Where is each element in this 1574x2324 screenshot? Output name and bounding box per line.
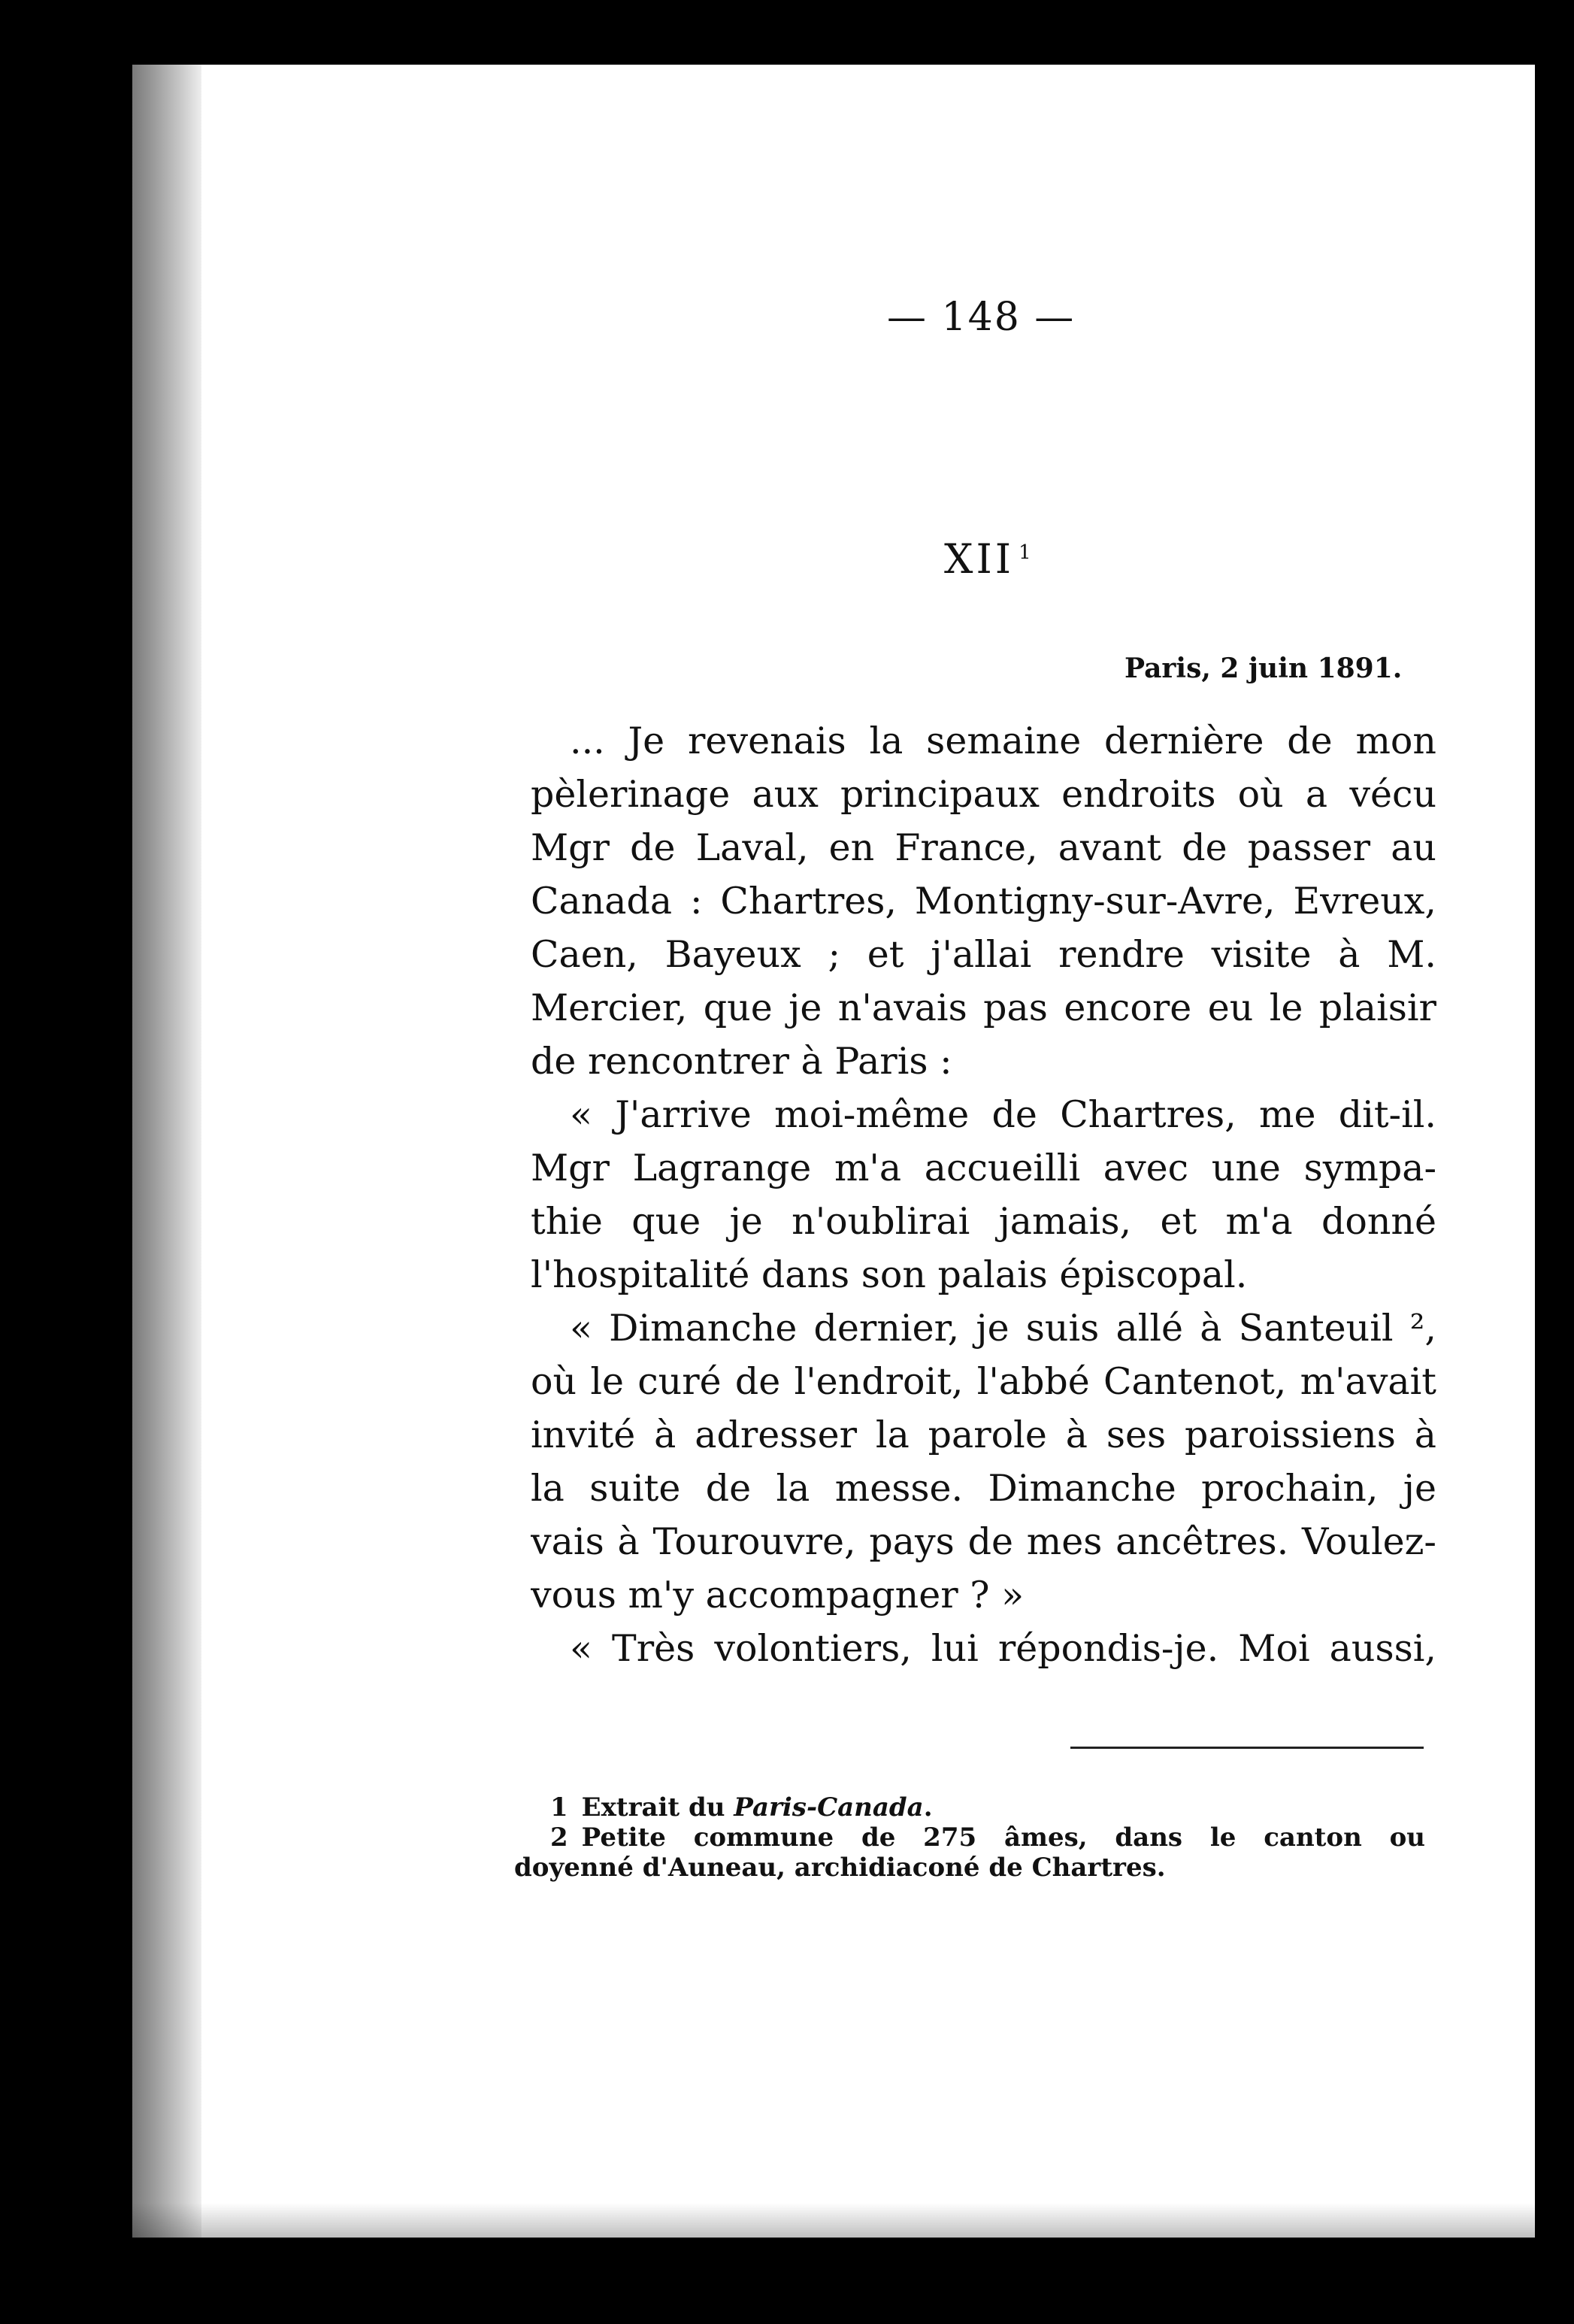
body-line: « Très volontiers, lui répondis-je. Moi aussi,	[570, 1627, 1436, 1670]
footnote-2	[514, 1823, 1425, 1853]
chapter-footnote-ref: 1	[1019, 541, 1034, 564]
body-text	[531, 714, 1436, 1675]
page-bottom-shadow	[132, 2203, 1535, 2238]
chapter-number: XII	[944, 535, 1015, 583]
chapter-heading	[944, 535, 1034, 583]
footnote-source-title: Paris-Canada	[734, 1792, 924, 1823]
body-line: ... Je revenais la semaine dernière de mon	[570, 720, 1436, 762]
footnote-text: Petite commune de 275 âmes, dans le canton ou	[581, 1823, 1425, 1853]
footnote-number: 1	[550, 1792, 568, 1823]
footnote-rule	[1070, 1747, 1424, 1749]
body-line: Caen, Bayeux ; et j'allai rendre visite à M.	[531, 933, 1436, 976]
footnote-number: 2	[550, 1823, 568, 1853]
footnote-text: .	[923, 1792, 933, 1823]
footnote-1	[514, 1792, 1425, 1823]
body-line: où le curé de l'endroit, l'abbé Cantenot, m'avait	[531, 1360, 1436, 1403]
body-line: thie que je n'oublirai jamais, et m'a donné	[531, 1200, 1436, 1243]
body-line: Mgr de Laval, en France, avant de passer au	[531, 826, 1436, 869]
dateline: Paris, 2 juin 1891.	[1125, 653, 1403, 684]
body-line: de rencontrer à Paris :	[531, 1040, 952, 1083]
body-line: pèlerinage aux principaux endroits où a vécu	[531, 773, 1436, 816]
body-line: Mercier, que je n'avais pas encore eu le plaisir	[531, 986, 1436, 1029]
footnote-text: Extrait du	[581, 1792, 734, 1823]
page-number: — 148 —	[887, 295, 1076, 340]
footnote-2-continued: doyenné d'Auneau, archidiaconé de Chartres.	[514, 1853, 1166, 1883]
body-line: vous m'y accompagner ? »	[531, 1574, 1025, 1616]
body-line: vais à Tourouvre, pays de mes ancêtres. Voulez-	[531, 1520, 1436, 1563]
body-line: invité à adresser la parole à ses paroissiens à	[531, 1413, 1436, 1456]
body-line: Canada : Chartres, Montigny-sur-Avre, Evreux,	[531, 880, 1436, 923]
body-line: « J'arrive moi-même de Chartres, me dit-il.	[570, 1093, 1436, 1136]
page-binding-shadow	[132, 65, 201, 2238]
body-line: Mgr Lagrange m'a accueilli avec une sympa-	[531, 1147, 1436, 1189]
body-line: l'hospitalité dans son palais épiscopal.	[531, 1253, 1248, 1296]
body-line: « Dimanche dernier, je suis allé à Santeuil ²,	[570, 1307, 1436, 1350]
footnotes	[514, 1792, 1425, 1883]
body-line: la suite de la messe. Dimanche prochain, je	[531, 1467, 1436, 1510]
